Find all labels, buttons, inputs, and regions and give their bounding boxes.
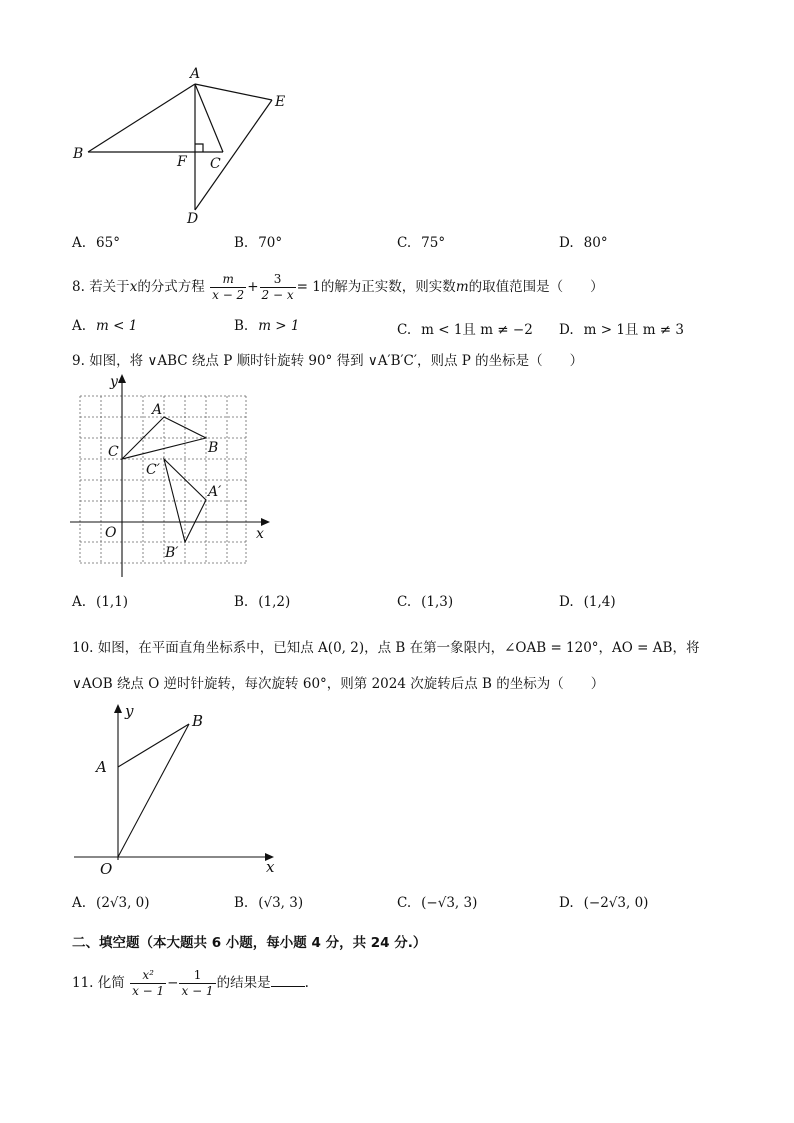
option-label: B.	[234, 235, 249, 251]
q9-option-d[interactable]	[559, 594, 616, 610]
axis-y-label: y	[110, 374, 118, 390]
question-number: 9.	[72, 353, 85, 369]
numerator: m	[210, 272, 246, 288]
option-label: A.	[72, 235, 87, 251]
option-label: C.	[397, 594, 412, 610]
q8-var-m: m	[455, 279, 469, 295]
option-label: C.	[397, 895, 412, 911]
segment-ob	[118, 724, 189, 857]
q7-figure	[60, 58, 300, 228]
option-label: A.	[72, 594, 87, 610]
q9-grid-figure	[70, 372, 275, 582]
option-label: D.	[559, 322, 574, 338]
option-text: (−√3, 3)	[421, 895, 478, 911]
label-f: F	[177, 154, 187, 170]
option-text: (1,2)	[258, 594, 291, 610]
q8-stem	[72, 272, 604, 303]
q9-stem	[72, 349, 583, 369]
section-title: 二、填空题（本大题共 6 小题，每小题 4 分，共 24 分.）	[72, 935, 427, 951]
q10-option-c[interactable]	[397, 895, 477, 911]
option-text: m > 1	[258, 318, 300, 334]
option-label: A.	[72, 895, 87, 911]
q8-option-a[interactable]	[72, 318, 137, 334]
q9-option-b[interactable]	[234, 594, 290, 610]
q10-stem-line2: ∨AOB 绕点 O 逆时针旋转，每次旋转 60°，则第 2024 次旋转后点 B 的坐标为（ ）	[72, 676, 605, 692]
label-e: E	[275, 94, 286, 110]
segment-ab	[118, 724, 189, 767]
q8-text-pre: 若关于	[89, 279, 130, 295]
option-text: 65°	[96, 235, 120, 251]
segment-ae	[195, 84, 272, 100]
option-text: (√3, 3)	[258, 895, 304, 911]
label-b: B	[73, 146, 84, 162]
q10-option-d[interactable]	[559, 895, 648, 911]
q8-text-post2: 的取值范围是（ ）	[468, 279, 604, 295]
axis-x-label: x	[256, 526, 264, 542]
q8-text-post: 的解为正实数，则实数	[320, 279, 456, 295]
option-label: B.	[234, 594, 249, 610]
q11-text-post: 的结果是	[216, 975, 271, 991]
label-a: A	[152, 402, 163, 418]
minus-sign: −	[167, 975, 179, 991]
denominator: x − 2	[212, 288, 245, 302]
q10-option-b[interactable]	[234, 895, 303, 911]
plus-sign: +	[247, 279, 259, 295]
q9-option-a[interactable]	[72, 594, 128, 610]
q8-option-b[interactable]	[234, 318, 300, 334]
denominator: x − 1	[132, 984, 165, 998]
q7-option-c[interactable]	[397, 235, 445, 251]
q8-fraction-1	[210, 272, 246, 303]
option-text: (2√3, 0)	[96, 895, 150, 911]
q11-text-pre: 化简	[97, 975, 125, 991]
option-label: C.	[397, 322, 412, 338]
option-text: (1,4)	[583, 594, 616, 610]
option-label: B.	[234, 318, 249, 334]
q11-fraction-2	[179, 968, 215, 999]
right-angle-mark	[195, 144, 203, 152]
label-a: A	[190, 66, 201, 82]
option-text: (−2√3, 0)	[583, 895, 649, 911]
label-a: A	[96, 758, 107, 776]
option-label: B.	[234, 895, 249, 911]
segment-ab	[88, 84, 195, 152]
axis-y-label: y	[125, 702, 134, 720]
q8-fraction-2	[260, 272, 296, 303]
option-text: 80°	[583, 235, 608, 251]
q10-figure	[70, 700, 285, 880]
option-text: m < 1	[96, 318, 138, 334]
q9-option-c[interactable]	[397, 594, 453, 610]
question-number: 11.	[72, 975, 94, 991]
numerator: 1	[179, 968, 215, 984]
q8-option-c[interactable]	[397, 318, 533, 338]
label-c: C	[210, 156, 221, 172]
denominator: 2 − x	[261, 288, 294, 302]
option-label: D.	[559, 895, 574, 911]
q7-option-a[interactable]	[72, 235, 120, 251]
axes	[74, 704, 274, 861]
origin-label: O	[100, 860, 113, 878]
q11-stem	[72, 968, 309, 999]
option-text: m > 1且 m ≠ 3	[583, 322, 685, 338]
option-text: 70°	[258, 235, 283, 251]
option-text: 75°	[421, 235, 446, 251]
option-label: C.	[397, 235, 412, 251]
q7-option-b[interactable]	[234, 235, 282, 251]
option-text: (1,1)	[96, 594, 129, 610]
equals-one: = 1	[296, 279, 321, 295]
q11-fraction-1	[130, 968, 166, 999]
segment-ac	[195, 84, 223, 152]
question-number: 8.	[72, 279, 85, 295]
label-b: B	[192, 712, 204, 730]
q8-var-x: x	[129, 279, 138, 295]
label-c-prime: C′	[146, 462, 160, 478]
label-d: D	[187, 211, 199, 227]
option-label: D.	[559, 594, 574, 610]
q8-text-mid: 的分式方程	[137, 279, 205, 295]
axis-x-label: x	[266, 858, 275, 876]
q8-option-d[interactable]	[559, 318, 684, 338]
label-b: B	[208, 440, 219, 456]
option-text: (1,3)	[421, 594, 454, 610]
option-label: A.	[72, 318, 87, 334]
answer-blank[interactable]	[271, 974, 305, 987]
origin-label: O	[105, 525, 117, 541]
numerator: 3	[260, 272, 296, 288]
label-b-prime: B′	[165, 545, 179, 561]
label-a-prime: A′	[208, 484, 222, 500]
segment-ed	[195, 100, 272, 210]
q10-stem-line1: 10. 如图，在平面直角坐标系中，已知点 A(0, 2)，点 B 在第一象限内，∠OAB = 120°，AO = AB，将	[72, 640, 700, 656]
q10-option-a[interactable]	[72, 895, 150, 911]
numerator: x²	[130, 968, 166, 984]
q7-option-d[interactable]	[559, 235, 608, 251]
option-text: m < 1且 m ≠ −2	[421, 322, 533, 338]
q11-period: .	[304, 975, 309, 991]
q9-text: 如图，将 ∨ABC 绕点 P 顺时针旋转 90° 得到 ∨A′B′C′，则点 P 的坐标是（ ）	[89, 353, 584, 369]
option-label: D.	[559, 235, 574, 251]
label-c: C	[108, 444, 119, 460]
denominator: x − 1	[181, 984, 214, 998]
